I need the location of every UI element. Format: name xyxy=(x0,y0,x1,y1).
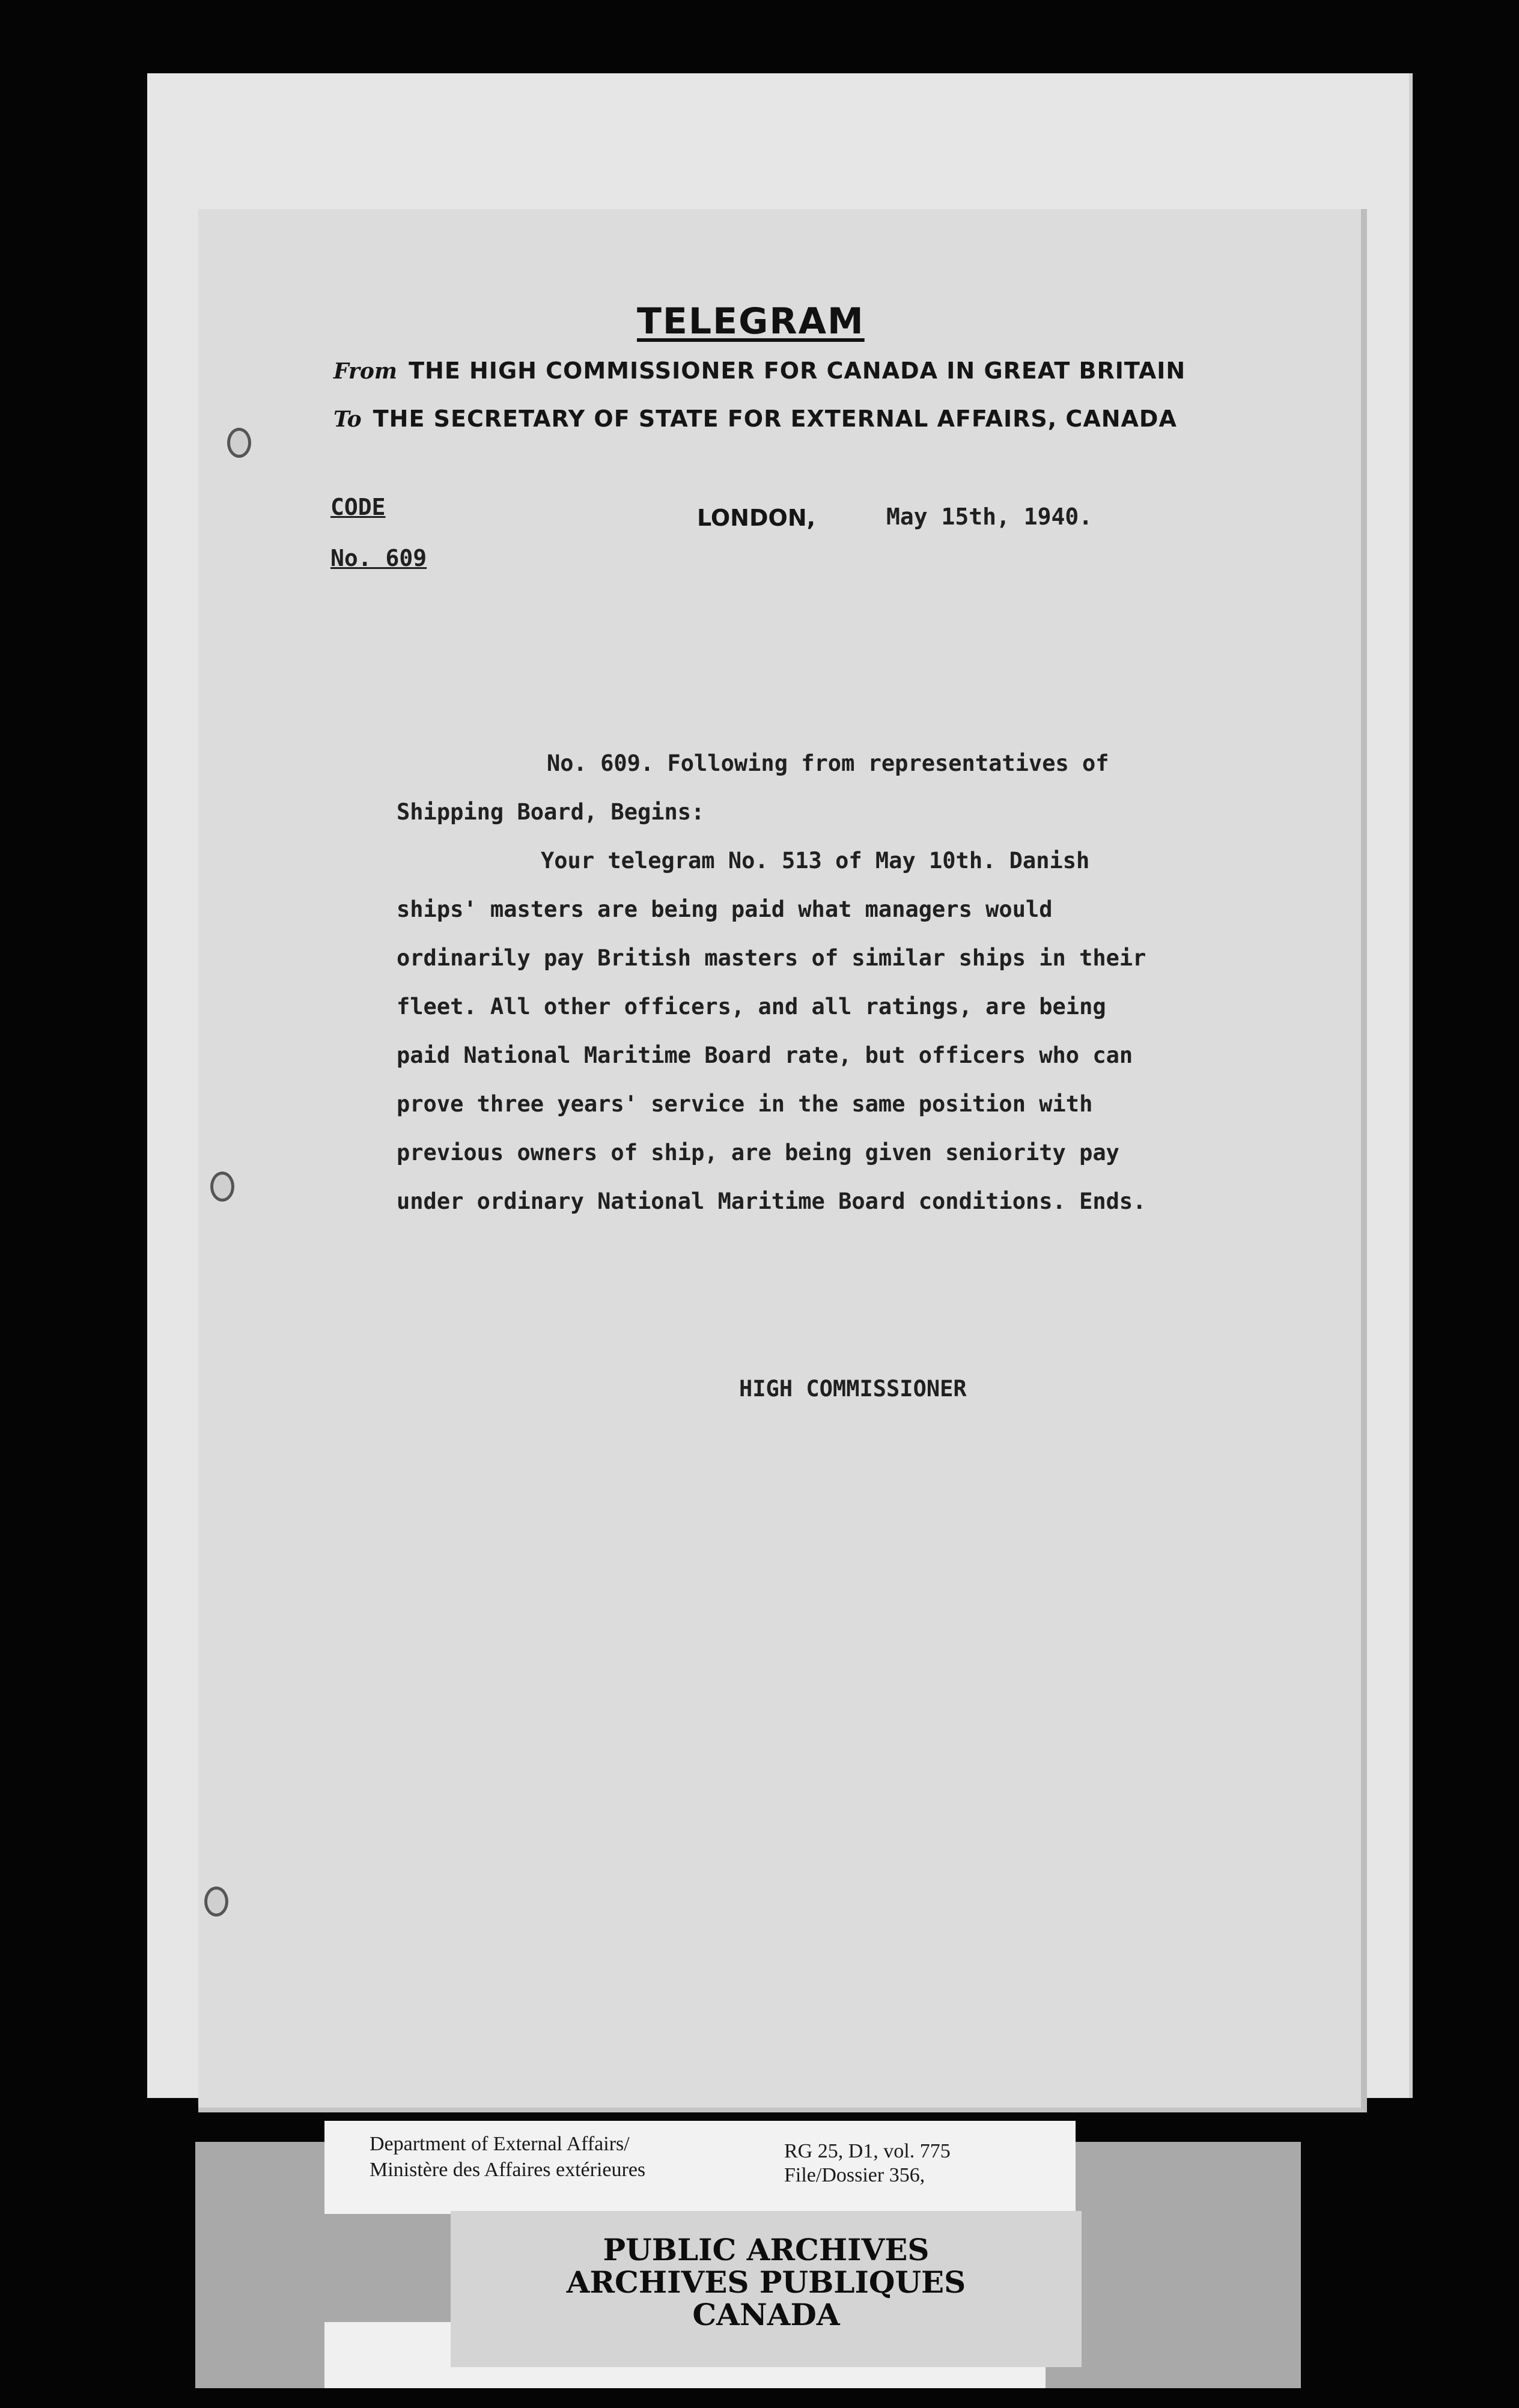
to-line xyxy=(333,406,1177,432)
code-label: CODE xyxy=(330,494,386,520)
telegram-title: TELEGRAM xyxy=(637,300,865,342)
body-line: fleet. All other officers, and all ratings, are being xyxy=(397,994,1106,1020)
archive-file: File/Dossier 356, xyxy=(784,2164,925,2186)
punch-hole-middle xyxy=(210,1172,234,1202)
punch-hole-bottom xyxy=(204,1887,228,1917)
body-line: prove three years' service in the same position with xyxy=(397,1091,1093,1117)
body-line: paid National Maritime Board rate, but officers who can xyxy=(397,1042,1133,1068)
place-label: LONDON, xyxy=(697,505,816,531)
public-archives-stamp xyxy=(451,2211,1082,2367)
department-en: Department of External Affairs/ xyxy=(370,2133,630,2155)
body-line: Your telegram No. 513 of May 10th. Danish xyxy=(541,848,1090,874)
archive-reference-label xyxy=(324,2121,1076,2214)
date-label: May 15th, 1940. xyxy=(886,503,1093,530)
archive-reference: RG 25, D1, vol. 775 xyxy=(784,2140,951,2162)
body-line: under ordinary National Maritime Board conditions. Ends. xyxy=(397,1188,1146,1214)
archives-line-country: CANADA xyxy=(692,2297,840,2332)
to-text: THE SECRETARY OF STATE FOR EXTERNAL AFFAIRS, CANADA xyxy=(373,406,1177,432)
from-text: THE HIGH COMMISSIONER FOR CANADA IN GREAT BRITAIN xyxy=(409,357,1186,384)
to-label: To xyxy=(333,407,362,432)
telegram-number: No. 609 xyxy=(330,545,427,571)
body-line: previous owners of ship, are being given seniority pay xyxy=(397,1140,1119,1166)
body-line: ships' masters are being paid what managers would xyxy=(397,896,1053,922)
from-label: From xyxy=(333,359,397,384)
archives-line-fr: ARCHIVES PUBLIQUES xyxy=(566,2264,966,2300)
signature: HIGH COMMISSIONER xyxy=(739,1376,967,1402)
body-line: ordinarily pay British masters of similar ships in their xyxy=(397,945,1146,971)
department-fr: Ministère des Affaires extérieures xyxy=(370,2159,646,2181)
body-line: No. 609. Following from representatives of xyxy=(547,750,1109,776)
archives-line-en: PUBLIC ARCHIVES xyxy=(603,2232,930,2267)
body-line: Shipping Board, Begins: xyxy=(397,799,705,825)
punch-hole-top xyxy=(227,428,251,458)
from-line xyxy=(333,357,1186,384)
telegram-body xyxy=(397,739,1238,1226)
